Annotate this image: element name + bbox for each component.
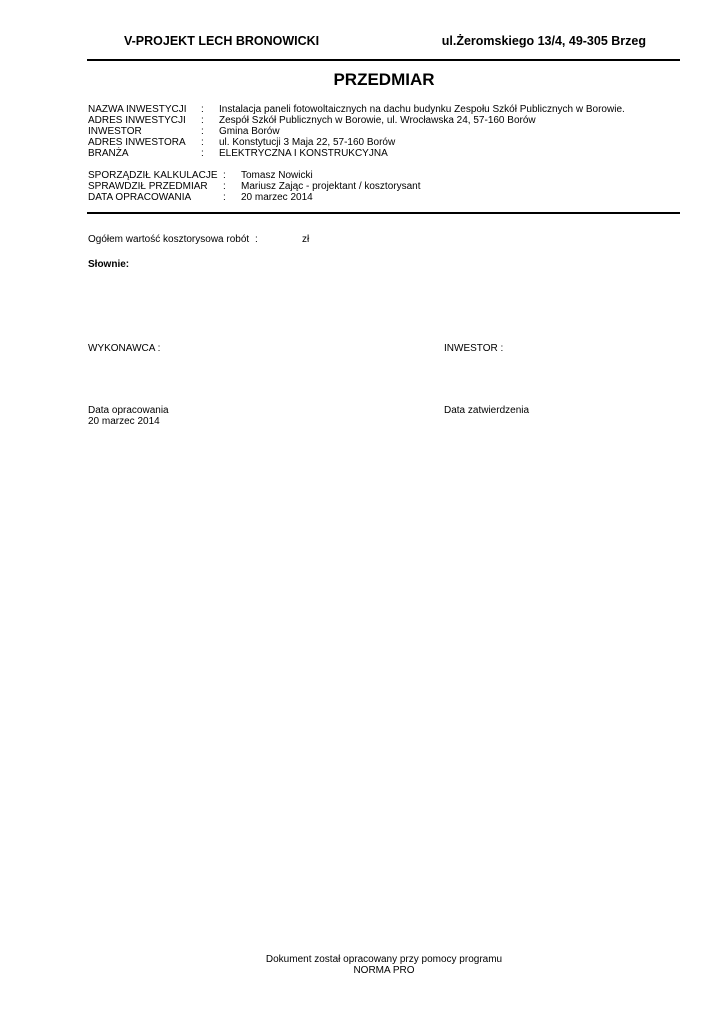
- info-label: NAZWA INWESTYCJI: [88, 104, 187, 115]
- header-divider: [87, 59, 680, 61]
- info-label: BRANŻA: [88, 148, 129, 159]
- info-label: SPORZĄDZIŁ KALKULACJE: [88, 170, 218, 181]
- info-separator: :: [201, 137, 204, 148]
- investor-label: INWESTOR :: [444, 343, 504, 354]
- total-cost-currency: zł: [302, 234, 310, 245]
- page-title: PRZEDMIAR: [333, 70, 435, 89]
- contractor-label: WYKONAWCA :: [88, 343, 161, 354]
- footer-line-2: NORMA PRO: [353, 965, 415, 976]
- info-label: ADRES INWESTORA: [88, 137, 186, 148]
- info-label: INWESTOR: [88, 126, 142, 137]
- total-cost-label: Ogółem wartość kosztorysowa robót: [88, 234, 250, 245]
- info-separator: :: [201, 104, 204, 115]
- preparation-date-label: Data opracowania: [88, 405, 169, 416]
- company-name: V-PROJEKT LECH BRONOWICKI: [124, 34, 320, 48]
- info-value: Instalacja paneli fotowoltaicznych na dachu budynku Zespołu Szkół Publicznych w Borowie.: [219, 104, 625, 115]
- approval-date-label: Data zatwierdzenia: [444, 405, 530, 416]
- info-separator: :: [201, 115, 204, 126]
- preparation-date-value: 20 marzec 2014: [88, 416, 160, 427]
- info-separator: :: [223, 181, 226, 192]
- info-value: Gmina Borów: [219, 126, 280, 137]
- info-value: Tomasz Nowicki: [241, 170, 313, 181]
- info-value: ELEKTRYCZNA I KONSTRUKCYJNA: [219, 148, 388, 159]
- info-value: Mariusz Zając - projektant / kosztorysant: [241, 181, 421, 192]
- info-separator: :: [223, 192, 226, 203]
- info-separator: :: [201, 126, 204, 137]
- info-label: SPRAWDZIŁ PRZEDMIAR: [88, 181, 208, 192]
- info-label: ADRES INWESTYCJI: [88, 115, 186, 126]
- info-divider: [87, 212, 680, 214]
- company-address: ul.Żeromskiego 13/4, 49-305 Brzeg: [441, 34, 646, 48]
- total-cost-separator: :: [255, 234, 258, 245]
- info-value: 20 marzec 2014: [241, 192, 313, 203]
- footer-line-1: Dokument został opracowany przy pomocy programu: [265, 954, 503, 965]
- footer-note: [0, 954, 724, 976]
- info-value: Zespół Szkół Publicznych w Borowie, ul. Wrocławska 24, 57-160 Borów: [219, 115, 536, 126]
- info-separator: :: [223, 170, 226, 181]
- amount-in-words-label: Słownie:: [88, 259, 130, 270]
- info-separator: :: [201, 148, 204, 159]
- info-label: DATA OPRACOWANIA: [88, 192, 192, 203]
- info-value: ul. Konstytucji 3 Maja 22, 57-160 Borów: [219, 137, 396, 148]
